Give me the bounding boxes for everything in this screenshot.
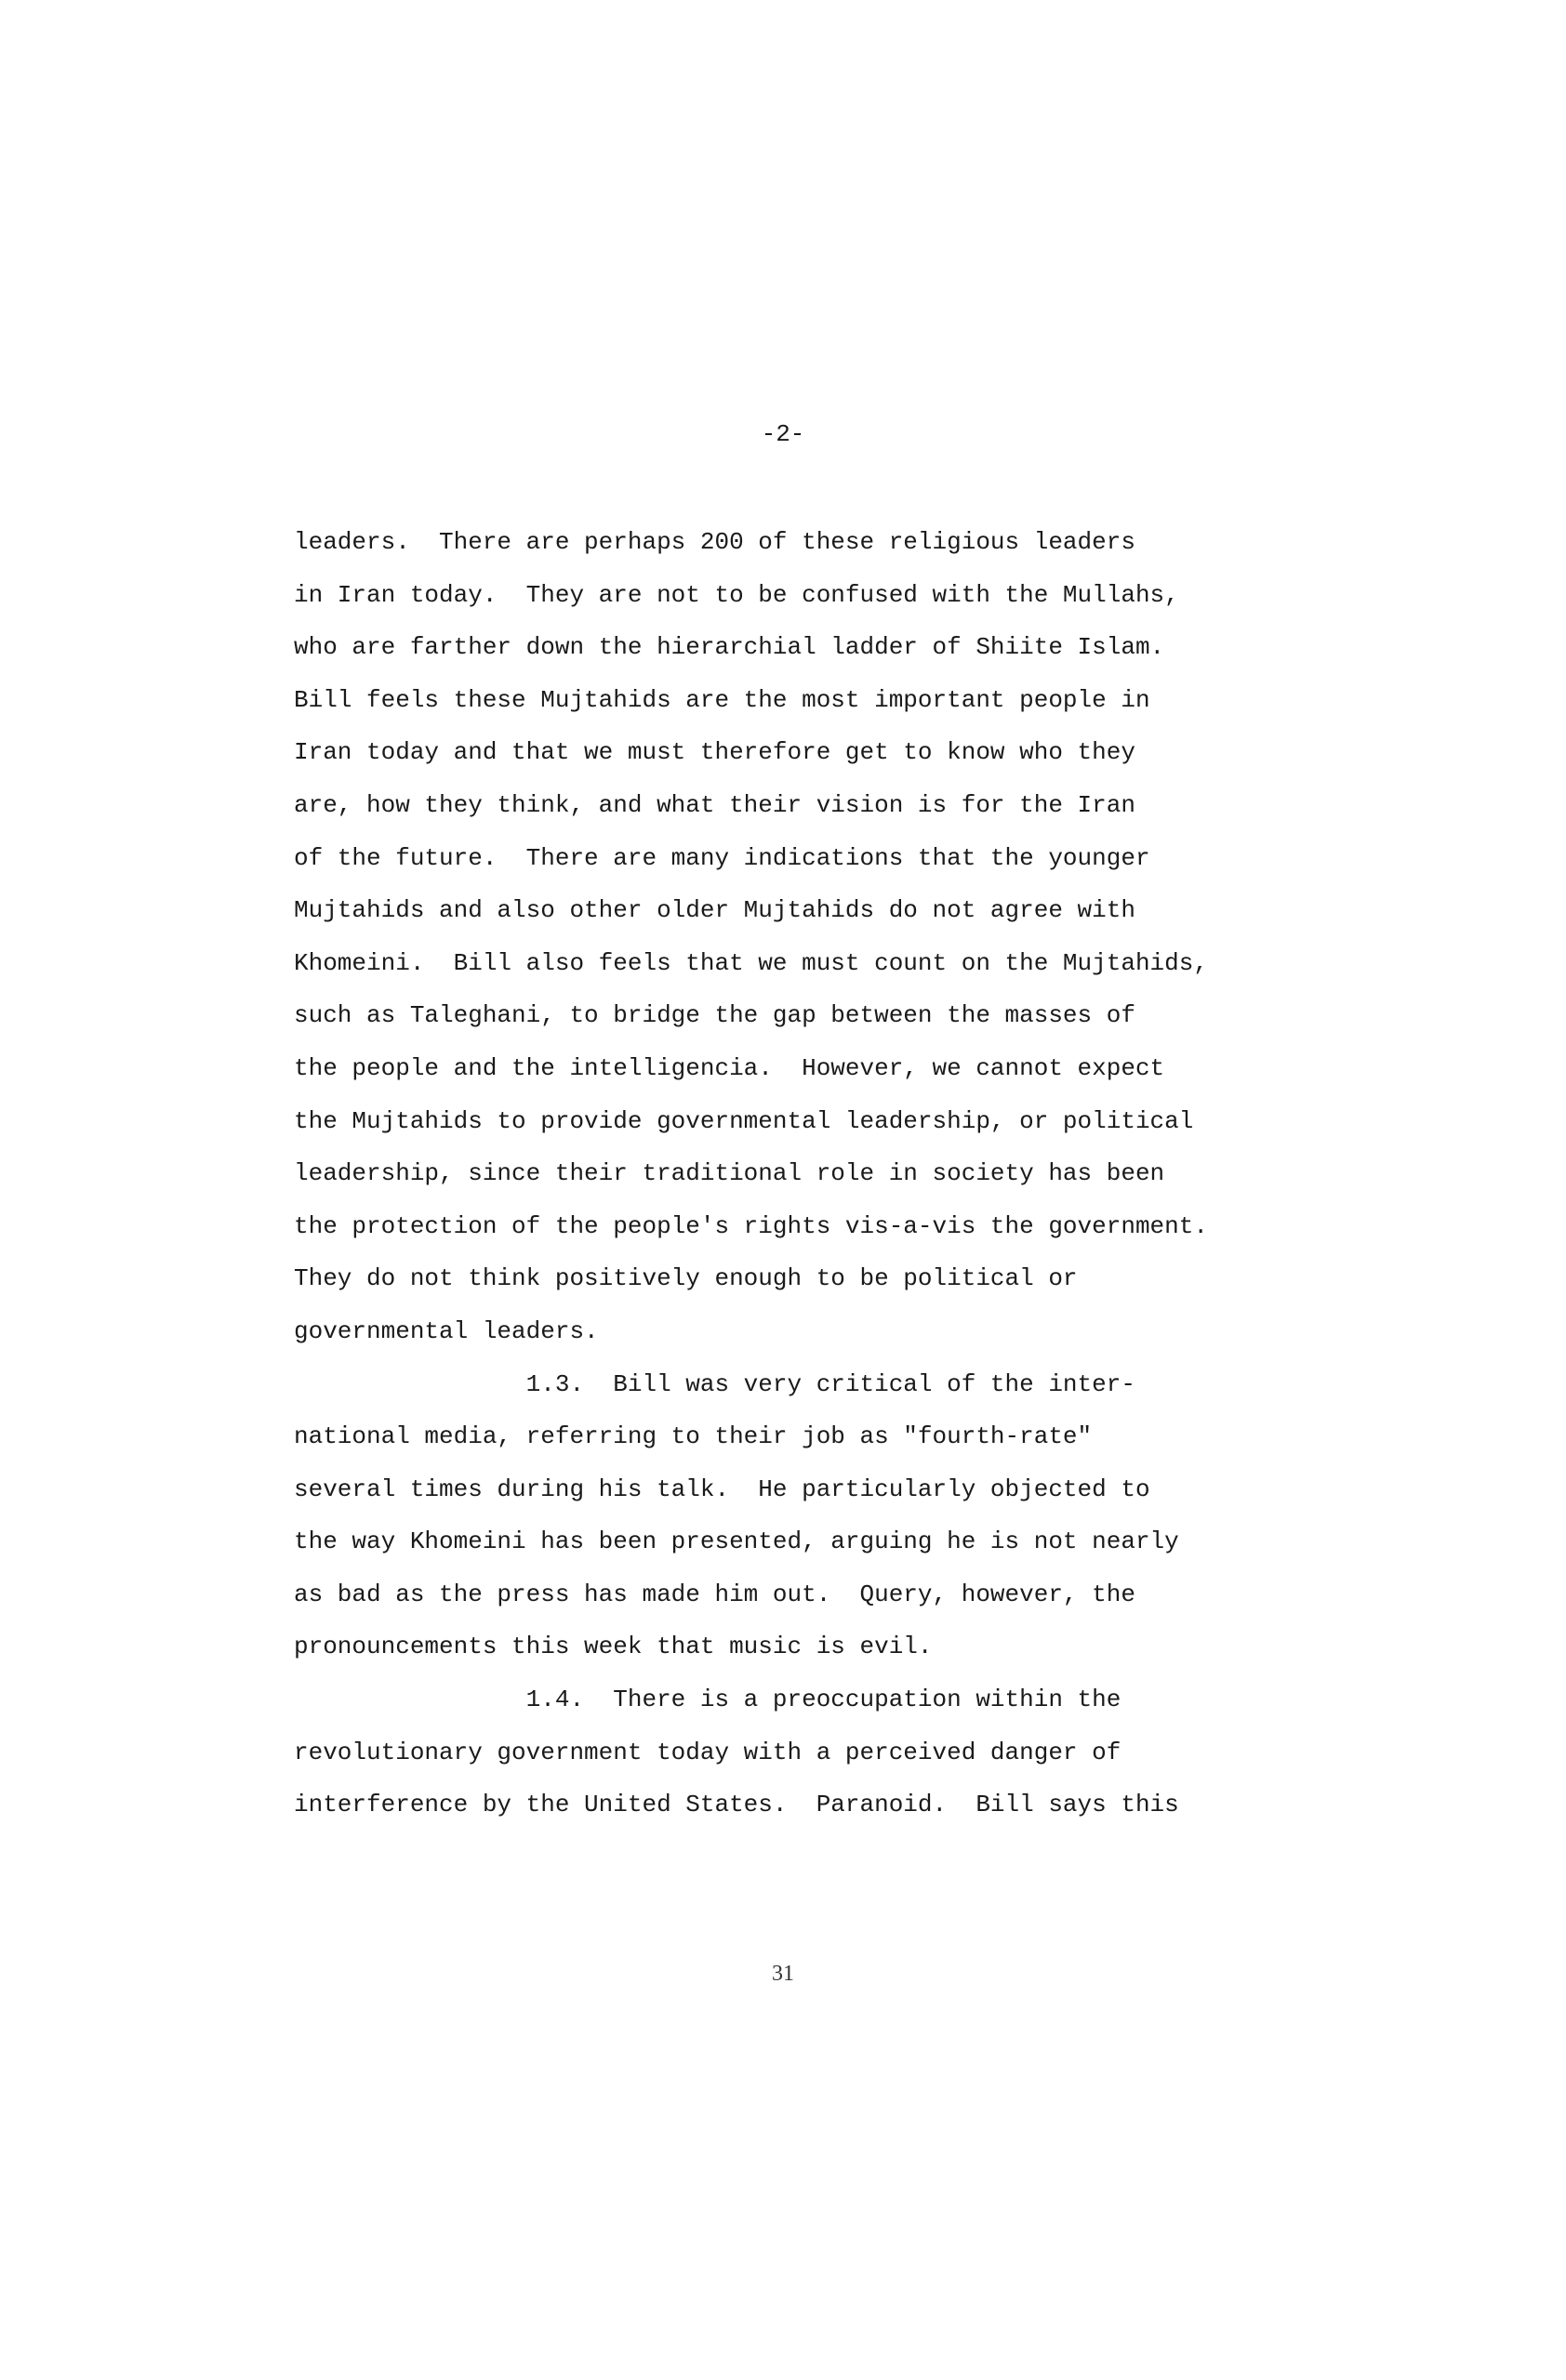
- text-line: are, how they think, and what their vision is for the Iran: [294, 790, 1135, 819]
- text-line: governmental leaders.: [294, 1316, 599, 1345]
- text-line: the protection of the people's rights vis-a-vis the government.: [294, 1211, 1208, 1240]
- text-line: national media, referring to their job as "fourth-rate": [294, 1422, 1093, 1451]
- text-line: of the future. There are many indications that the younger: [294, 843, 1150, 872]
- text-line: revolutionary government today with a perceived danger of: [294, 1738, 1121, 1766]
- text-line: such as Taleghani, to bridge the gap between the masses of: [294, 1001, 1135, 1030]
- text-line: the Mujtahids to provide governmental leadership, or political: [294, 1106, 1194, 1135]
- section-1-3-first-line: 1.3. Bill was very critical of the inter-: [294, 1369, 1135, 1398]
- text-line: who are farther down the hierarchial ladder of Shiite Islam.: [294, 633, 1165, 662]
- page-header-number: -2-: [761, 420, 805, 448]
- text-line: leaders. There are perhaps 200 of these religious leaders: [294, 528, 1135, 556]
- text-line: They do not think positively enough to be political or: [294, 1264, 1078, 1293]
- text-line: pronouncements this week that music is evil.: [294, 1633, 933, 1661]
- text-line: interference by the United States. Paranoid. Bill says this: [294, 1791, 1179, 1819]
- text-line: leadership, since their traditional role in society has been: [294, 1159, 1165, 1188]
- text-line: the way Khomeini has been presented, arguing he is not nearly: [294, 1527, 1179, 1556]
- text-line: Iran today and that we must therefore get to know who they: [294, 738, 1135, 767]
- text-line: Khomeini. Bill also feels that we must count on the Mujtahids,: [294, 948, 1208, 977]
- text-line: Mujtahids and also other older Mujtahids do not agree with: [294, 896, 1135, 925]
- text-line: as bad as the press has made him out. Query, however, the: [294, 1580, 1135, 1608]
- body-text: [294, 516, 1317, 1831]
- page-footer-number: 31: [772, 1962, 794, 1986]
- section-1-4-first-line: 1.4. There is a preoccupation within the: [294, 1686, 1121, 1714]
- text-line: in Iran today. They are not to be confused with the Mullahs,: [294, 580, 1179, 609]
- text-line: the people and the intelligencia. However, we cannot expect: [294, 1053, 1165, 1082]
- text-line: Bill feels these Mujtahids are the most important people in: [294, 685, 1150, 714]
- text-line: several times during his talk. He particularly objected to: [294, 1474, 1150, 1503]
